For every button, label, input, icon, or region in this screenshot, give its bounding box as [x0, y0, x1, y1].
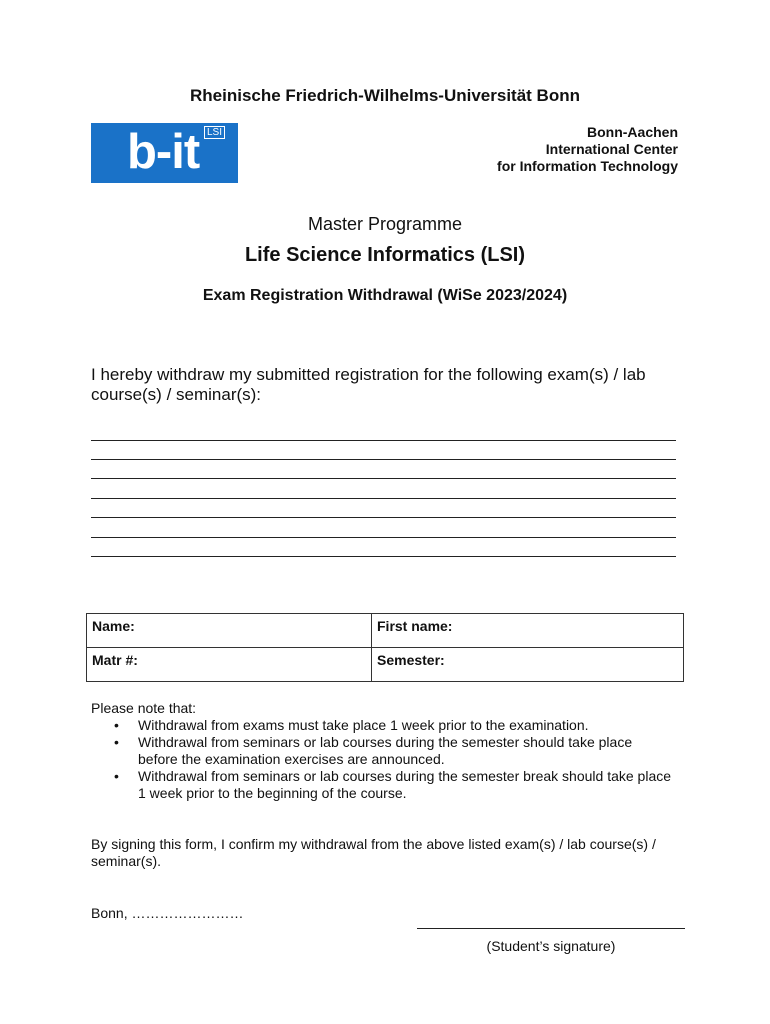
programme-label: Master Programme: [307, 214, 463, 234]
list-item: [114, 734, 674, 768]
blank-entry-line[interactable]: [91, 517, 676, 518]
logo-text: b-it: [127, 125, 200, 179]
b-it-logo: [91, 123, 238, 183]
bullet-icon: •: [114, 734, 119, 750]
note-text: Withdrawal from seminars or lab courses during the semester should take place before the examination exercises are announced.: [138, 734, 633, 767]
blank-entry-line[interactable]: [91, 440, 676, 441]
institute-name: [497, 124, 678, 175]
notes-title: Please note that:: [91, 700, 197, 716]
blank-entry-line[interactable]: [91, 537, 676, 538]
institute-line: for Information Technology: [497, 158, 678, 174]
signature-line[interactable]: [417, 928, 685, 929]
list-item: [114, 768, 674, 802]
list-item: [114, 717, 674, 734]
blank-entry-line[interactable]: [91, 556, 676, 557]
institute-line: Bonn-Aachen: [587, 124, 678, 140]
place-date-field[interactable]: Bonn, ……………………: [91, 905, 244, 921]
notes-list: [114, 717, 674, 802]
bullet-icon: •: [114, 768, 119, 784]
first-name-field[interactable]: First name:: [372, 614, 684, 648]
note-text: Withdrawal from seminars or lab courses during the semester break should take place 1 week prior to the beginning of the course.: [138, 768, 672, 801]
blank-entry-line[interactable]: [91, 478, 676, 479]
university-name: Rheinische Friedrich-Wilhelms-Universität Bonn: [190, 86, 580, 105]
note-text: Withdrawal from exams must take place 1 week prior to the examination.: [138, 717, 589, 733]
blank-entry-line[interactable]: [91, 498, 676, 499]
name-field[interactable]: Name:: [87, 614, 372, 648]
blank-entry-line[interactable]: [91, 459, 676, 460]
institute-line: International Center: [545, 141, 678, 157]
semester-field[interactable]: Semester:: [372, 648, 684, 682]
withdrawal-statement: I hereby withdraw my submitted registration for the following exam(s) / lab course(s) / seminar(s):: [91, 365, 646, 404]
programme-name: Life Science Informatics (LSI): [244, 244, 526, 266]
logo-tag: LSI: [204, 126, 225, 139]
confirmation-text: By signing this form, I confirm my withdrawal from the above listed exam(s) / lab course(s) / seminar(s).: [91, 836, 656, 869]
form-title: Exam Registration Withdrawal (WiSe 2023/2024): [202, 287, 568, 304]
signature-label: (Student’s signature): [486, 938, 616, 954]
student-info-table: [86, 613, 684, 682]
bullet-icon: •: [114, 717, 119, 733]
matr-number-field[interactable]: Matr #:: [87, 648, 372, 682]
